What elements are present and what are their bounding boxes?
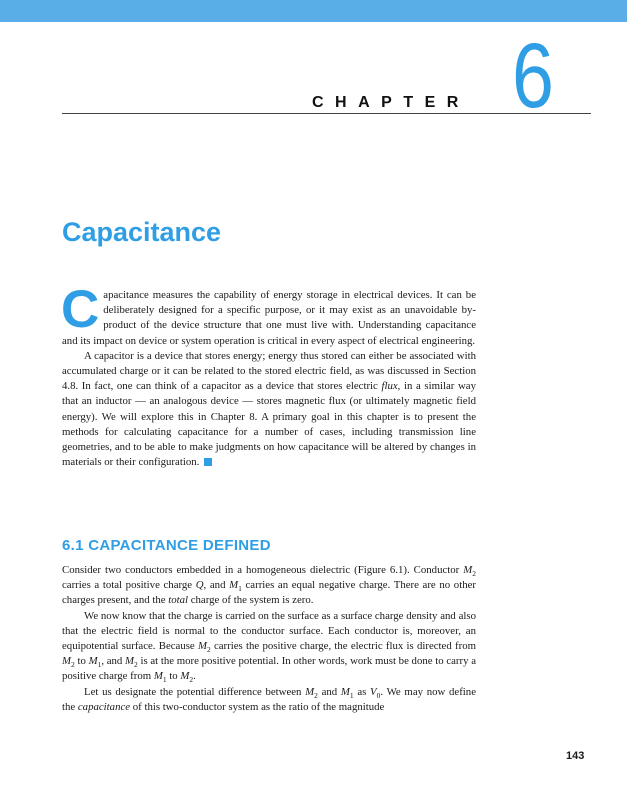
chapter-title: Capacitance bbox=[62, 217, 222, 247]
page-number: 143 bbox=[566, 750, 585, 762]
end-of-intro-square-icon bbox=[204, 458, 212, 466]
intro-paragraph-1: Capacitance measures the capability of energy storage in electrical devices. It can be deliberately designed for a specific purpose, or it may exist as an unavoidable by-product of the device structure that one must live with. Understanding capacitance and its impact on device or system operation is critical in every aspect of electrical engineering. bbox=[61, 280, 476, 347]
section-heading: 6.1 CAPACITANCE DEFINED bbox=[62, 537, 271, 554]
top-color-bar bbox=[0, 0, 627, 22]
section-paragraph-2: We now know that the charge is carried on the surface as a surface charge density and also that the electric field is normal to the conductor surface. Each conductor is, moreover, an equipotential surface. Because $M_2$ carries the positive charge, the electric flux is directed from $M_2$ to $M_1$, and $M_2$ is at the more positive potential. In other words, work must be done to carry a positive charge from $M_1$ to $M_2$. bbox=[62, 609, 477, 685]
chapter-label: CHAPTER bbox=[312, 94, 470, 111]
intro-paragraph-2: A capacitor is a device that stores energy; energy thus stored can either be associated with accumulated charge or it can be related to the stored electric field, as was discussed in Section 4.8. In fact, one can think of a capacitor as a device that stores electric flux, in a similar way that an inductor — an analogous device — stores magnetic flux (or ultimately magnetic field energy). We will explore this in Chapter 8. A primary goal in this chapter is to present the methods for calculating capacitance for a number of cases, including transmission line geometries, and to be able to make judgments on how capacitance will be altered by changes in materials or their configuration. bbox=[62, 349, 476, 469]
drop-cap: C bbox=[61, 280, 100, 339]
section-paragraph-1: Consider two conductors embedded in a homogeneous dielectric (Figure 6.1). Conductor $M_2$ carries a total positive charge Q, and $M_1$ carries an equal negative charge. There are no other charges present, and the total charge of the system is zero. bbox=[62, 564, 476, 607]
section-paragraph-3: Let us designate the potential difference between $M_2$ and $M_1$ as $V_0$. We may now define the capacitance of this two-conductor system as the ratio of the magnitude bbox=[62, 685, 476, 713]
chapter-number: 6 bbox=[512, 25, 554, 127]
chapter-intro bbox=[61, 280, 476, 470]
section-body bbox=[62, 563, 476, 715]
